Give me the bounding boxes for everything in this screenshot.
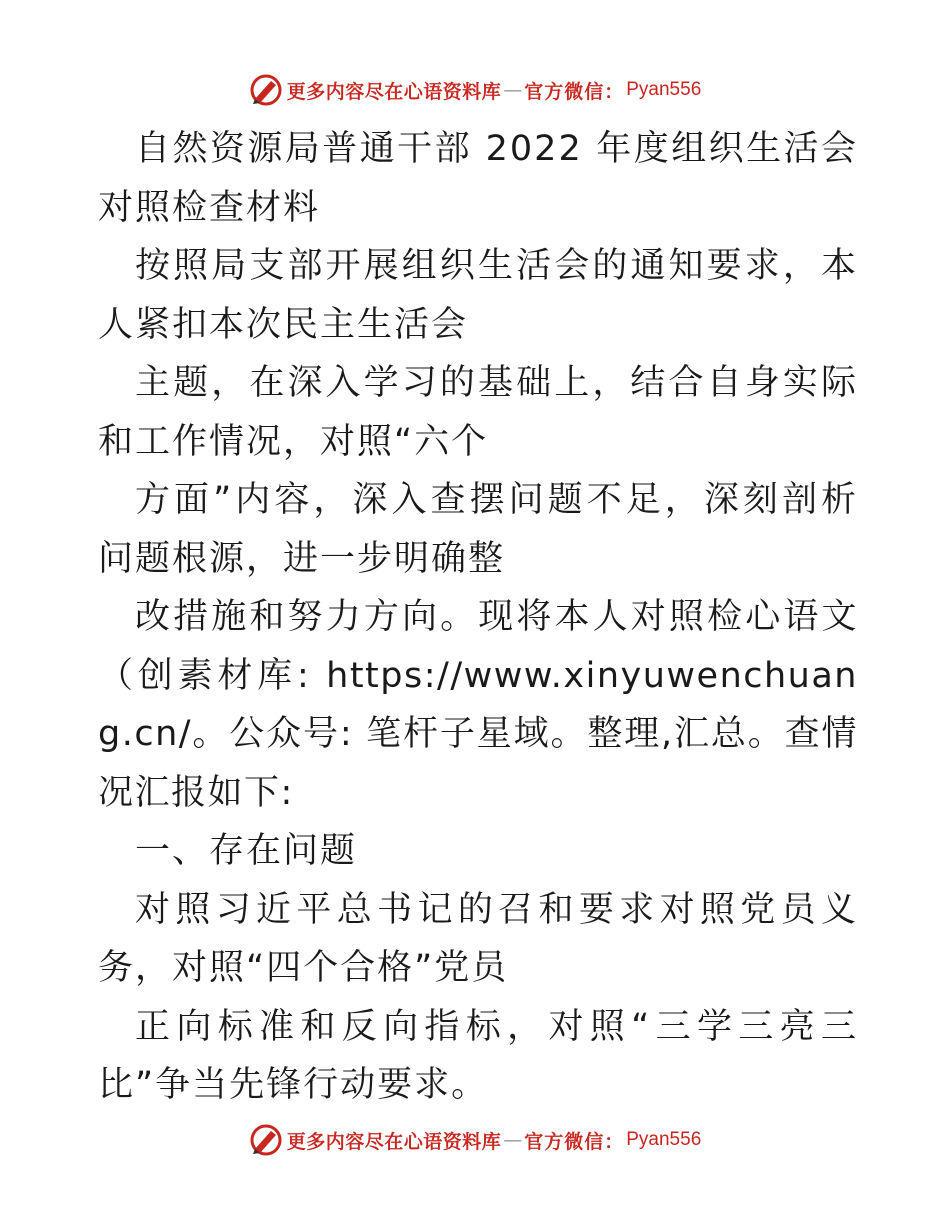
pen-logo-icon [249, 73, 283, 107]
paragraph: 正向标准和反向指标，对照“三学三亮三比”争当先锋行动要求。 [98, 1006, 858, 1105]
banner-dash: — [503, 79, 523, 101]
pen-logo-icon [249, 1123, 283, 1157]
banner-sub-text: 官方微信： [524, 1130, 625, 1153]
footer-watermark-banner [0, 1120, 950, 1160]
paragraph: 按照局支部开展组织生活会的通知要求，本人紧扣本次民主生活会 [98, 246, 858, 345]
header-watermark-banner [0, 70, 950, 110]
document-body [98, 120, 858, 1115]
paragraph: 对照习近平总书记的召和要求对照党员义务，对照“四个合格”党员 [98, 889, 858, 988]
banner-wechat-id: Pyan556 [626, 79, 702, 100]
banner-dash: — [503, 1129, 523, 1151]
banner-main-text: 更多内容尽在心语资料库 [286, 80, 502, 103]
paragraph-with-url: 改措施和努力方向。现将本人对照检心语文（创素材库: https://www.xinyuwenchuang.cn/。公众号: 笔杆子星域。整理,汇总。查情况汇报如下: [98, 597, 858, 813]
banner-sub-text: 官方微信： [524, 80, 625, 103]
banner-main-text: 更多内容尽在心语资料库 [286, 1130, 502, 1153]
banner-wechat-id: Pyan556 [626, 1129, 702, 1150]
section-heading: 一、存在问题 [135, 831, 358, 871]
paragraph-title: 自然资源局普通干部 2022 年度组织生活会对照检查材料 [98, 129, 858, 228]
paragraph: 主题，在深入学习的基础上，结合自身实际和工作情况，对照“六个 [98, 363, 858, 462]
paragraph: 方面”内容，深入查摆问题不足，深刻剖析问题根源，进一步明确整 [98, 480, 858, 579]
